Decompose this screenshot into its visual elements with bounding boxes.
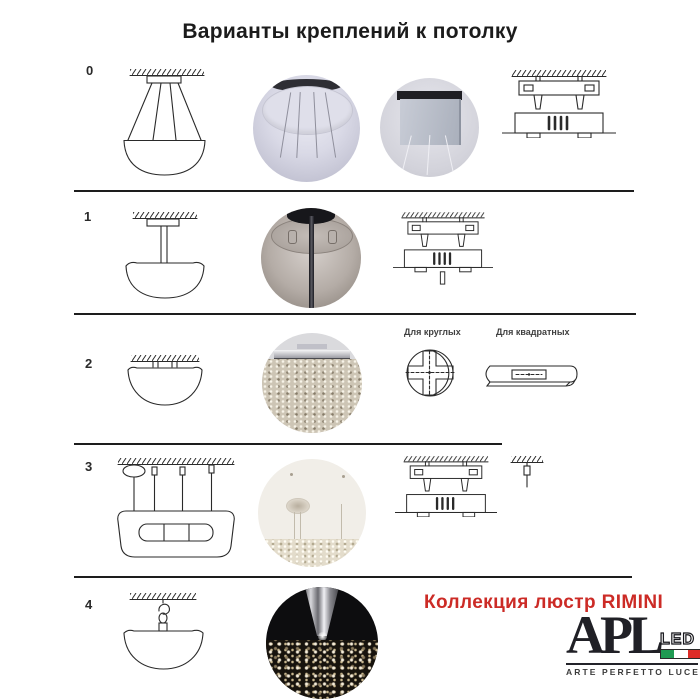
collection-title: Коллекция люстр RIMINI [424, 592, 664, 613]
brand-logo [566, 605, 700, 677]
flush-mount-drawing-icon [127, 355, 203, 409]
ceiling-anchor-diagram [507, 456, 547, 492]
crystal-texture [258, 539, 366, 567]
row-separator [74, 190, 634, 192]
wire-suspension-panel-drawing-icon [112, 458, 240, 560]
row-separator [74, 313, 636, 315]
square-bar-plate-diagram [482, 361, 584, 391]
crystal-texture [266, 640, 378, 699]
mount-bracket-rod-diagram [393, 212, 493, 286]
logo-led-text: LED [660, 630, 695, 648]
row-number-1: 1 [84, 209, 92, 224]
rod-suspension-drawing-icon [125, 212, 205, 300]
hook-mount-drawing-icon [122, 593, 205, 681]
canopy-plate [262, 86, 354, 135]
chandelier-top-photo [266, 587, 378, 699]
round-cross-plate-diagram [404, 348, 457, 398]
row-separator [74, 443, 502, 445]
mount-bracket-diagram [502, 70, 616, 138]
row-number-3: 3 [85, 459, 93, 474]
row-number-0: 0 [86, 63, 94, 78]
ceiling-canopy [286, 498, 310, 514]
chrome-canopy-photo [261, 208, 361, 308]
label-for-square: Для квадратных [496, 327, 570, 337]
page-title: Варианты креплений к потолку [182, 20, 518, 43]
crystal-texture [262, 359, 362, 433]
row-separator [74, 576, 632, 578]
ceiling-wires-photo [258, 459, 366, 567]
label-for-round: Для круглых [404, 327, 461, 337]
italian-flag-icon [660, 649, 700, 659]
cable-suspension-drawing-icon [122, 69, 207, 177]
suspension-rod [309, 216, 314, 308]
square-canopy-photo [380, 78, 479, 177]
round-canopy-photo [253, 75, 360, 182]
row-number-2: 2 [85, 356, 93, 371]
chrome-cone [302, 587, 342, 636]
flush-ceiling-photo [262, 333, 362, 433]
logo-apl-text: APL [566, 605, 659, 665]
row-number-4: 4 [85, 597, 93, 612]
logo-tagline: ARTE PERFETTO LUCE [566, 666, 700, 677]
mount-bracket-diagram [395, 456, 497, 517]
